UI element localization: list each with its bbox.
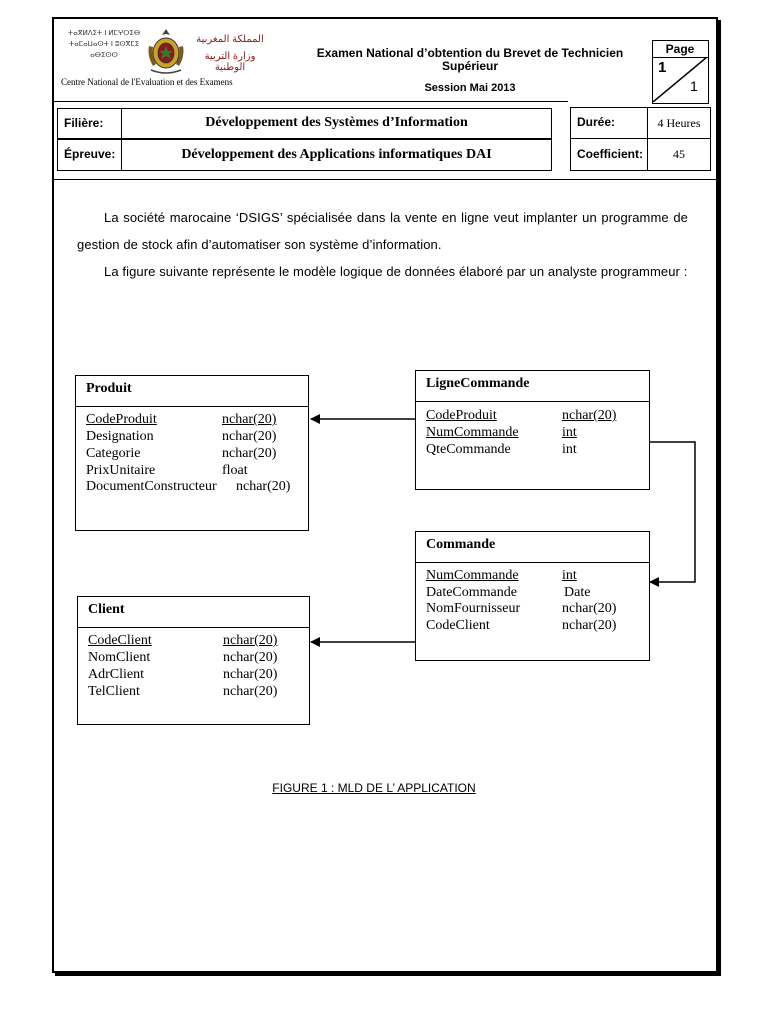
attr-name: AdrClient: [88, 667, 144, 682]
attr-type: nchar(20): [562, 618, 617, 633]
attr-name: NomClient: [88, 650, 151, 665]
duree-label: Durée:: [577, 115, 616, 129]
tifinagh-line-2: ⵜⴰⵎⴰⵡⴰⵙⵜ ⵏ ⵓⵙⴳⵎⵉ: [68, 41, 140, 48]
attr-name: PrixUnitaire: [86, 463, 156, 478]
entity-commande-title: Commande: [426, 537, 496, 552]
epreuve-value: Développement des Applications informatiques DAI: [181, 147, 492, 162]
attr-type: nchar(20): [562, 601, 617, 616]
attr-name: CodeProduit: [426, 408, 497, 423]
entity-lignecommande-separator: [416, 401, 649, 402]
attr-name: NumCommande: [426, 568, 519, 583]
attr-name: NomFournisseur: [426, 601, 521, 616]
exam-session: Session Mai 2013: [424, 82, 516, 94]
attr-type: nchar(20): [222, 429, 277, 444]
link-lignecommande-commande: [650, 442, 695, 582]
page-current: 1: [658, 59, 667, 76]
filiere-value: Développement des Systèmes d’Information: [205, 115, 468, 130]
attr-type: nchar(20): [223, 667, 278, 682]
entity-lignecommande: [415, 370, 650, 490]
page-total: 1: [690, 78, 698, 94]
attr-type: nchar(20): [223, 633, 278, 648]
attr-name: Designation: [86, 429, 154, 444]
figure-caption: FIGURE 1 : MLD DE L’ APPLICATION: [272, 781, 476, 795]
exam-title: Examen National d’obtention du Brevet de Technicien Supérieur: [316, 46, 624, 73]
ministry-name: وزارة التربية الوطنية: [204, 51, 256, 73]
attr-type: nchar(20): [223, 650, 278, 665]
attr-type: nchar(20): [222, 446, 277, 461]
attr-name: QteCommande: [426, 442, 511, 457]
intro-paragraph-2-text: La figure suivante représente le modèle logique de données élaboré par un analyste programmeur :: [104, 264, 688, 279]
attr-type: nchar(20): [222, 412, 277, 427]
attr-type: float: [222, 463, 248, 478]
attr-type: nchar(20): [236, 479, 291, 494]
attr-type: nchar(20): [223, 684, 278, 699]
entity-produit-title: Produit: [86, 381, 132, 396]
centre-name: Centre National de l'Evaluation et des Examens: [61, 77, 233, 87]
entity-client-title: Client: [88, 602, 125, 617]
entity-commande: [415, 531, 650, 661]
entity-client: [77, 596, 310, 725]
attr-type: int: [562, 568, 577, 583]
tifinagh-line-3: ⴰⴱⵉⵙⵙ: [90, 52, 118, 59]
entity-produit: [75, 375, 309, 531]
entity-commande-separator: [416, 562, 649, 563]
entity-produit-separator: [76, 406, 308, 407]
attr-type: nchar(20): [562, 408, 617, 423]
coef-label: Coefficient:: [577, 147, 643, 161]
attr-name: CodeClient: [426, 618, 490, 633]
attr-type: int: [562, 442, 577, 457]
tifinagh-line-1: ⵜⴰⴳⵍⴷⵉⵜ ⵏ ⵍⵎⵖⵔⵉⴱ: [67, 30, 141, 37]
coef-value: 45: [673, 147, 685, 161]
entity-lignecommande-title: LigneCommande: [426, 376, 530, 391]
entity-client-separator: [78, 627, 309, 628]
epreuve-label: Épreuve:: [64, 147, 116, 161]
page-label: Page: [665, 42, 695, 56]
attr-name: Categorie: [86, 446, 141, 461]
attr-name: CodeClient: [88, 633, 152, 648]
attr-name: CodeProduit: [86, 412, 157, 427]
duree-value: 4 Heures: [657, 116, 701, 130]
intro-paragraph-1-text: La société marocaine ‘DSIGS’ spécialisée dans la vente en ligne veut implanter un programme de gestion de stock afin d’automatiser son système d’information.: [77, 210, 688, 252]
attr-name: TelClient: [88, 684, 140, 699]
attr-type: int: [562, 425, 577, 440]
attr-name: DateCommande: [426, 585, 517, 600]
attr-name: DocumentConstructeur: [86, 479, 217, 494]
filiere-label: Filière:: [64, 116, 104, 130]
attr-type: Date: [564, 585, 591, 600]
kingdom-name: المملكة المغربية: [196, 34, 264, 45]
attr-name: NumCommande: [426, 425, 519, 440]
